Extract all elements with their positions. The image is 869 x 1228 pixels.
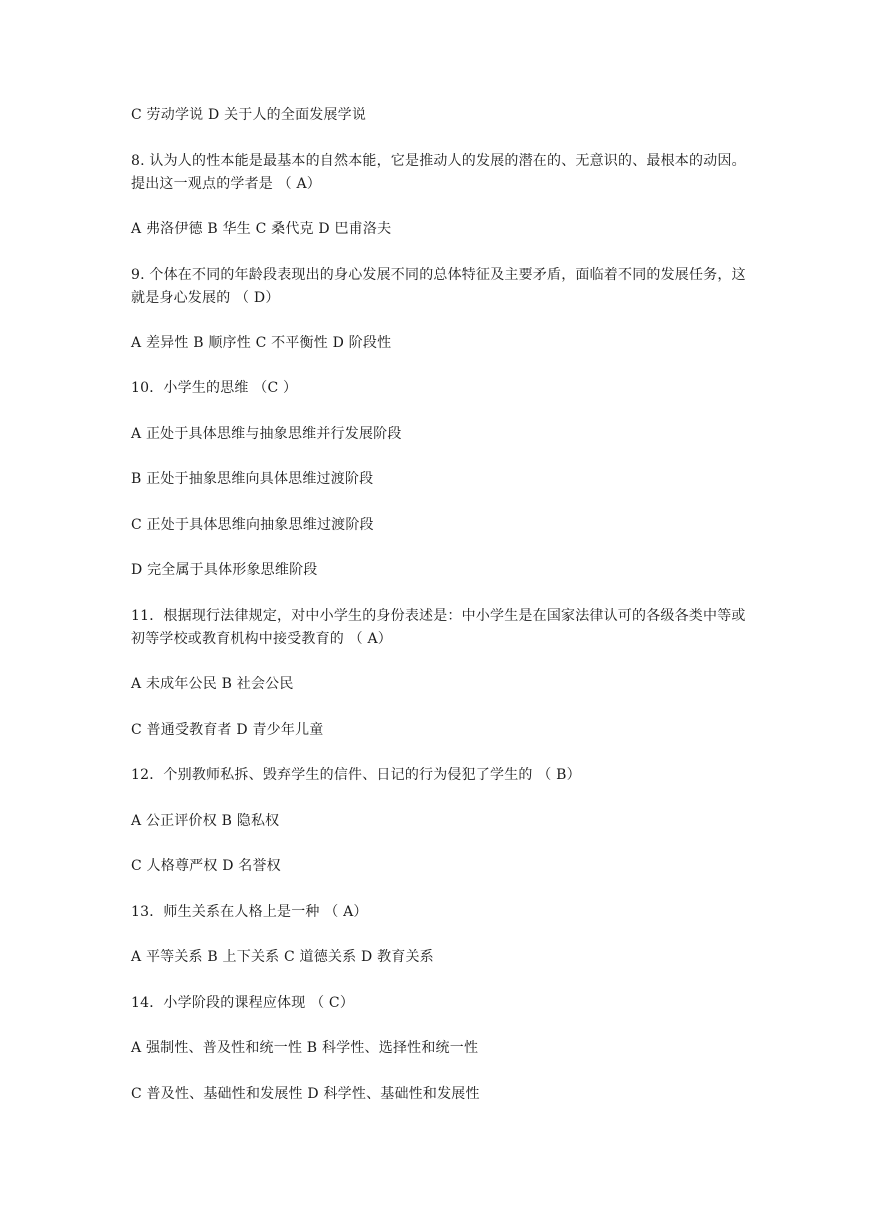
option-line: A 弗洛伊德 B 华生 C 桑代克 D 巴甫洛夫	[131, 221, 392, 237]
question-12: 12．个别教师私拆、毁弃学生的信件、日记的行为侵犯了学生的 （ B）	[131, 767, 581, 783]
option-line: A 正处于具体思维与抽象思维并行发展阶段	[131, 426, 402, 442]
question-13: 13．师生关系在人格上是一种 （ A）	[131, 904, 368, 920]
option-line: C 正处于具体思维向抽象思维过渡阶段	[131, 517, 374, 533]
option-line: A 强制性、普及性和统一性 B 科学性、选择性和统一性	[131, 1040, 479, 1056]
question-9: 9. 个体在不同的年龄段表现出的身心发展不同的总体特征及主要矛盾，面临着不同的发展任务，这就是身心发展的 （ D）	[131, 267, 746, 306]
option-line: A 平等关系 B 上下关系 C 道德关系 D 教育关系	[131, 949, 434, 965]
option-line: A 差异性 B 顺序性 C 不平衡性 D 阶段性	[131, 335, 392, 351]
option-line: B 正处于抽象思维向具体思维过渡阶段	[131, 471, 374, 487]
question-11: 11．根据现行法律规定，对中小学生的身份表述是：中小学生是在国家法律认可的各级各类中等或初等学校或教育机构中接受教育的 （ A）	[131, 608, 746, 647]
option-line: C 劳动学说 D 关于人的全面发展学说	[131, 107, 367, 123]
option-line: C 人格尊严权 D 名誉权	[131, 858, 281, 874]
question-8: 8. 认为人的性本能是最基本的自然本能，它是推动人的发展的潜在的、无意识的、最根本的动因。提出这一观点的学者是 （ A）	[131, 153, 746, 192]
option-line: D 完全属于具体形象思维阶段	[131, 562, 318, 578]
option-line: A 未成年公民 B 社会公民	[131, 676, 294, 692]
question-14: 14．小学阶段的课程应体现 （ C）	[131, 995, 355, 1011]
option-line: C 普通受教育者 D 青少年儿童	[131, 722, 324, 738]
question-10: 10．小学生的思维 （C ）	[131, 380, 298, 396]
option-line: C 普及性、基础性和发展性 D 科学性、基础性和发展性	[131, 1086, 480, 1102]
option-line: A 公正评价权 B 隐私权	[131, 813, 280, 829]
